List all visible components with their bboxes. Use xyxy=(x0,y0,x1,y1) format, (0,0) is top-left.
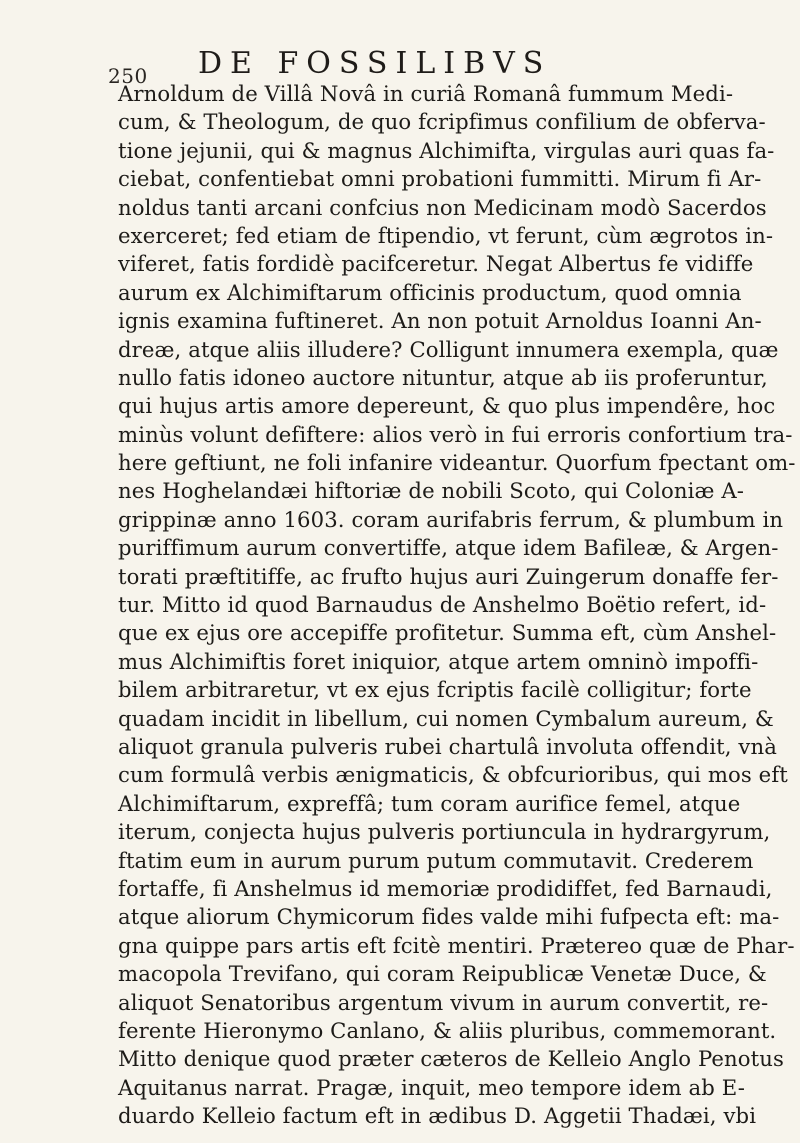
text-line: noldus tanti arcani confcius non Medicinam modò Sacerdos xyxy=(118,194,767,220)
text-line: gna quippe pars artis eft fcitè mentiri. Prætereo quæ de Phar- xyxy=(118,932,795,958)
text-line: Aquitanus narrat. Pragæ, inquit, meo tempore idem ab E- xyxy=(118,1074,745,1100)
body-text xyxy=(118,80,796,1130)
text-line: Mitto denique quod præter cæteros de Kelleio Anglo Penotus xyxy=(118,1046,784,1072)
page-number: 250 xyxy=(108,64,148,88)
text-line: macopola Trevifano, qui coram Reipublicæ Venetæ Duce, & xyxy=(118,961,767,987)
page-header xyxy=(0,42,800,88)
text-line: bilem arbitraretur, vt ex ejus fcriptis facilè colligitur; forte xyxy=(118,677,752,703)
text-line: viferet, fatis fordidè pacifceretur. Negat Albertus fe vidiffe xyxy=(118,251,754,277)
text-line: tur. Mitto id quod Barnaudus de Anshelmo Boëtio refert, id- xyxy=(118,592,767,618)
text-line: ftatim eum in aurum purum putum commutavit. Crederem xyxy=(118,847,754,873)
text-line: cum formulâ verbis ænigmaticis, & obfcurioribus, qui mos eft xyxy=(118,762,788,788)
text-line: nullo fatis idoneo auctore nituntur, atque ab iis proferuntur, xyxy=(118,364,768,390)
text-line: qui hujus artis amore depereunt, & quo plus impendêre, hoc xyxy=(118,393,776,419)
text-line: que ex ejus ore accepiffe profitetur. Summa eft, cùm Anshel- xyxy=(118,620,777,646)
text-line: Arnoldum de Villâ Novâ in curiâ Romanâ fummum Medi- xyxy=(118,81,734,106)
text-line: aurum ex Alchimiftarum officinis productum, quod omnia xyxy=(118,279,742,305)
text-line: tione jejunii, qui & magnus Alchimifta, virgulas auri quas fa- xyxy=(118,137,775,163)
text-line: torati præftitiffe, ac frufto hujus auri Zuingerum donaffe fer- xyxy=(118,563,779,589)
text-line: puriffimum aurum convertiffe, atque idem Bafileæ, & Argen- xyxy=(118,535,779,561)
text-line: fortaffe, fi Anshelmus id memoriæ prodidiffet, fed Barnaudi, xyxy=(118,875,773,901)
running-head: DE FOSSILIBVS xyxy=(198,46,552,81)
text-line: nes Hoghelandæi hiftoriæ de nobili Scoto, qui Coloniæ A- xyxy=(118,478,744,504)
text-line: ignis examina fuftineret. An non potuit Arnoldus Ioanni An- xyxy=(118,308,762,334)
text-line: grippinæ anno 1603. coram aurifabris ferrum, & plumbum in xyxy=(118,506,784,532)
text-line: aliquot Senatoribus argentum vivum in aurum convertit, re- xyxy=(118,989,769,1015)
text-line: ferente Hieronymo Canlano, & aliis pluribus, commemorant. xyxy=(118,1017,777,1043)
text-line: here geftiunt, ne foli infanire videantur. Quorfum fpectant om- xyxy=(118,450,796,476)
text-line: iterum, conjecta hujus pulveris portiuncula in hydrargyrum, xyxy=(118,819,771,845)
text-line: mus Alchimiftis foret iniquior, atque artem omninò impoffi- xyxy=(118,648,759,674)
text-line: aliquot granula pulveris rubei chartulâ involuta offendit, vnà xyxy=(118,733,777,759)
text-line: exerceret; fed etiam de ftipendio, vt ferunt, cùm ægrotos in- xyxy=(118,222,774,248)
text-line: minùs volunt defiftere: alios verò in fui erroris confortium tra- xyxy=(118,421,793,447)
text-line: Alchimiftarum, expreffâ; tum coram aurifice femel, atque xyxy=(118,790,741,816)
text-line: cum, & Theologum, de quo fcripfimus confilium de obferva- xyxy=(118,109,766,135)
text-line: duardo Kelleio factum eft in ædibus D. Aggetii Thadæi, vbi xyxy=(118,1103,757,1129)
text-line: ciebat, confentiebat omni probationi fummitti. Mirum fi Ar- xyxy=(118,166,762,192)
text-line: quadam incidit in libellum, cui nomen Cymbalum aureum, & xyxy=(118,705,774,731)
text-line: dreæ, atque aliis illudere? Colligunt innumera exempla, quæ xyxy=(118,336,779,362)
text-line: atque aliorum Chymicorum fides valde mihi fufpecta eft: ma- xyxy=(118,904,780,930)
